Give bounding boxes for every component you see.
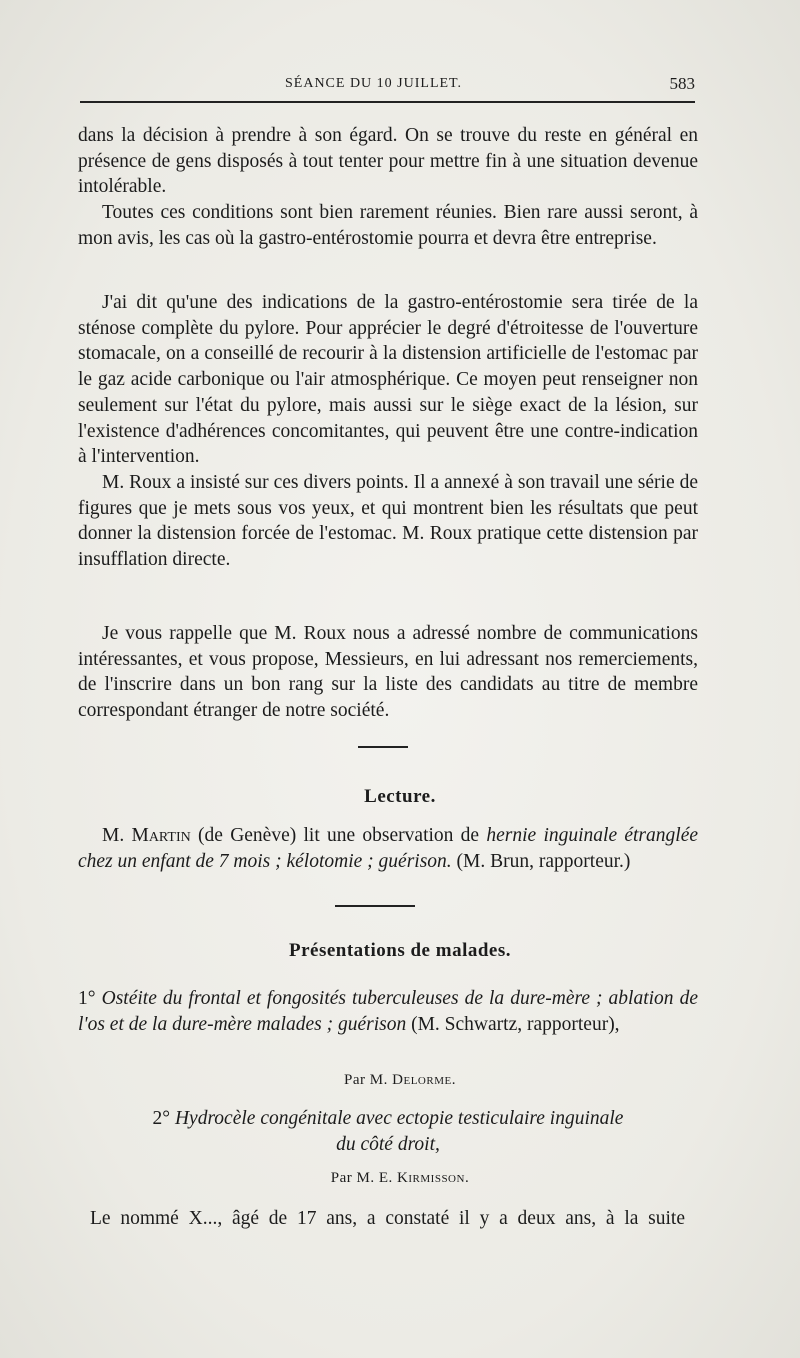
case-2 [78, 1106, 698, 1157]
continuation-line: Le nommé X..., âgé de 17 ans, a constaté il y a deux ans, à la suite [90, 1208, 685, 1229]
case-title-line-1: Hydrocèle congénitale avec ectopie testiculaire inguinale [174, 1108, 624, 1129]
lecture-heading: Lecture. [364, 786, 436, 807]
paragraph: Je vous rappelle que M. Roux nous a adressé nombre de communications intéressantes, et vous propose, Messieurs, en lui adressant nos remerciements, de l'inscrire dans un bon rang sur la liste des candidats au titre de membre correspondant étranger de notre société. [78, 623, 698, 722]
running-title: SÉANCE DU 10 JUILLET. [285, 76, 463, 91]
running-header [80, 70, 695, 96]
lecture-title: hernie inguinale étranglée chez un enfant de 7 mois ; kélotomie ; guérison. [78, 825, 699, 872]
case-number: 2° [152, 1108, 171, 1129]
byline-name: Kirmisson. [397, 1170, 470, 1186]
paragraph-group-1 [78, 123, 698, 252]
lecture-paragraph [78, 823, 698, 874]
byline-prefix: Par M. E. [330, 1170, 393, 1186]
case-2-byline [20, 1170, 780, 1187]
lecture-prefix: M. [102, 825, 125, 846]
case-1 [78, 986, 698, 1037]
paragraph: M. Roux a insisté sur ces divers points. Il a annexé à son travail une série de figures que je mets sous vos yeux, et qui montrent bien les résultats que peut donner la distension forcée de l'estomac. M. Roux pratique cette distension par insufflation directe. [78, 471, 698, 571]
lecture-author: Martin [131, 825, 191, 846]
paragraph: Toutes ces conditions sont bien rarement réunies. Bien rare aussi seront, à mon avis, les cas où la gastro-entérostomie pourra et devra être entreprise. [78, 202, 698, 249]
section-divider [335, 905, 415, 907]
paragraph-group-3 [78, 621, 698, 724]
byline-name: Delorme. [392, 1072, 456, 1088]
header-rule [80, 101, 695, 103]
case-title: Ostéite du frontal et fongosités tuberculeuses de la dure-mère ; ablation de l'os et de la dure-mère malades ; guérison [78, 988, 698, 1035]
paragraph: J'ai dit qu'une des indications de la gastro-entérostomie sera tirée de la sténose complète du pylore. Pour apprécier le degré d'étroitesse de l'ouverture stomacale, on a conseillé de recourir à la distension artificielle de l'estomac par le gaz acide carbonique ou l'air atmosphérique. Ce moyen peut renseigner non seulement sur l'état du pylore, mais aussi sur le siège exact de la lésion, sur l'existence d'adhérences concomitantes, qui peuvent être une contre-indication à l'intervention. [78, 292, 698, 468]
case-2-line-1 [78, 1106, 698, 1132]
page-number: 583 [669, 74, 695, 93]
case-1-byline [20, 1072, 780, 1089]
lecture-suffix: (M. Brun, rapporteur.) [451, 850, 631, 872]
case-reporter: (M. Schwartz, rapporteur), [411, 1013, 620, 1035]
case-title-line-2: du côté droit, [336, 1133, 440, 1155]
byline-prefix: Par M. [344, 1072, 388, 1088]
presentations-heading: Présentations de malades. [288, 940, 511, 961]
paragraph-group-2 [78, 290, 698, 573]
paragraph: dans la décision à prendre à son égard. On se trouve du reste en général en présence de gens disposés à tout tenter pour mettre fin à une situation devenue intolérable. [78, 125, 698, 198]
lecture-affiliation: (de Genève) lit une observation de [190, 825, 487, 846]
section-divider [358, 746, 408, 748]
case-number: 1° [78, 988, 96, 1009]
